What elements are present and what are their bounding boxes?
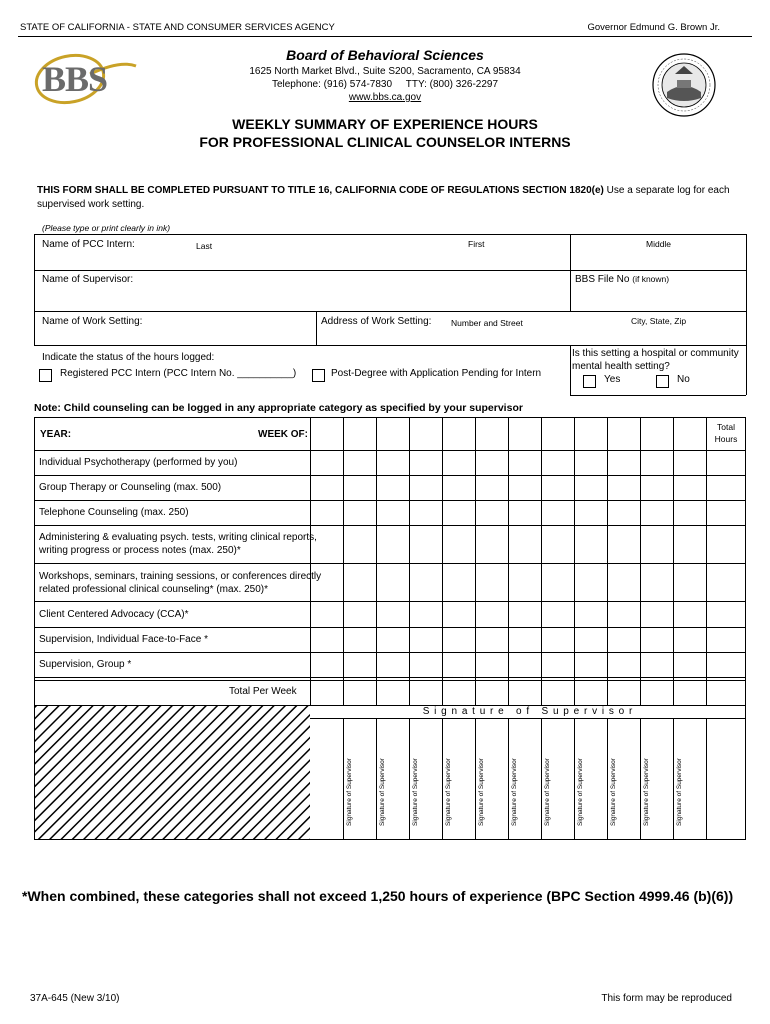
- registered-label: Registered PCC Intern (PCC Intern No. __________): [60, 368, 297, 379]
- post-degree-checkbox[interactable]: [312, 369, 325, 382]
- number-street-label: Number and Street: [451, 318, 523, 328]
- hatched-area: [35, 706, 310, 839]
- hours-limit-footnote: *When combined, these categories shall not exceed 1,250 hours of experience (BPC Section 4999.46 (b)(6)): [22, 888, 734, 904]
- city-state-zip-label: City, State, Zip: [631, 316, 687, 326]
- year-label: YEAR:: [40, 429, 72, 440]
- governor-name: Governor Edmund G. Brown Jr.: [587, 22, 720, 33]
- sig-col-1: Signature of Supervisor: [346, 758, 353, 826]
- board-phone: Telephone: (916) 574-7830 TTY: (800) 326-2297: [271, 79, 499, 90]
- board-website[interactable]: www.bbs.ca.gov: [348, 92, 422, 103]
- supervisor-name-label: Name of Supervisor:: [42, 274, 134, 285]
- bbs-logo: [30, 52, 140, 110]
- if-known-text: (if known): [632, 274, 670, 284]
- state-seal-icon: [651, 52, 717, 118]
- child-counseling-note: Note: Child counseling can be logged in any appropriate category as specified by your supervisor: [34, 402, 523, 414]
- hospital-yes-checkbox[interactable]: [583, 375, 596, 388]
- status-label: Indicate the status of the hours logged:: [42, 352, 215, 363]
- post-degree-label: Post-Degree with Application Pending for Intern: [331, 368, 542, 379]
- total-hours-header: [707, 421, 745, 445]
- intern-name-label: Name of PCC Intern:: [42, 239, 135, 250]
- row-cca: Client Centered Advocacy (CCA)*: [39, 609, 189, 620]
- row-supervision-group: Supervision, Group *: [39, 659, 132, 670]
- reproduce-note: This form may be reproduced: [601, 993, 732, 1004]
- middle-label: Middle: [646, 239, 672, 249]
- row-telephone-counseling: Telephone Counseling (max. 250): [39, 507, 189, 518]
- total-per-week-label: Total Per Week: [229, 686, 297, 697]
- bbs-file-input[interactable]: [580, 288, 740, 306]
- row-workshops-line1: Workshops, seminars, training sessions, or conferences directly: [39, 571, 322, 582]
- hospital-yes-label: Yes: [604, 374, 621, 385]
- hospital-question-line1: Is this setting a hospital or community: [572, 348, 739, 359]
- instructions-normal: Use a separate log for each: [606, 185, 730, 196]
- form-number: 37A-645 (New 3/10): [30, 993, 120, 1004]
- sig-col-6: Signature of Supervisor: [511, 758, 518, 826]
- bbs-file-text: BBS File No: [575, 274, 630, 285]
- row-psych-tests-line1: Administering & evaluating psych. tests, writing clinical reports,: [39, 532, 317, 543]
- hours-label: Hours: [714, 434, 738, 444]
- registered-checkbox[interactable]: [39, 369, 52, 382]
- sig-col-11: Signature of Supervisor: [676, 758, 683, 826]
- bbs-logo-text: BBS: [42, 59, 108, 99]
- header-rule: [18, 36, 752, 37]
- row-supervision-individual: Supervision, Individual Face-to-Face *: [39, 634, 208, 645]
- form-title-line2: FOR PROFESSIONAL CLINICAL COUNSELOR INTERNS: [199, 134, 571, 150]
- sig-col-7: Signature of Supervisor: [544, 758, 551, 826]
- supervisor-name-input[interactable]: [140, 286, 560, 306]
- sig-col-8: Signature of Supervisor: [577, 758, 584, 826]
- row-workshops-line2: related professional clinical counseling* (max. 250)*: [39, 584, 269, 595]
- sig-col-4: Signature of Supervisor: [445, 758, 452, 826]
- first-label: First: [468, 239, 485, 249]
- hospital-no-label: No: [677, 374, 690, 385]
- row-group-therapy: Group Therapy or Counseling (max. 500): [39, 482, 222, 493]
- last-label: Last: [196, 241, 213, 251]
- row-individual-psychotherapy: Individual Psychotherapy (performed by you): [39, 457, 238, 468]
- sig-col-10: Signature of Supervisor: [643, 758, 650, 826]
- board-name: Board of Behavioral Sciences: [286, 47, 484, 63]
- bbs-file-label: [575, 274, 669, 285]
- hospital-no-checkbox[interactable]: [656, 375, 669, 388]
- sig-col-5: Signature of Supervisor: [478, 758, 485, 826]
- work-setting-label: Name of Work Setting:: [42, 316, 143, 327]
- instructions-bold: THIS FORM SHALL BE COMPLETED PURSUANT TO TITLE 16, CALIFORNIA CODE OF REGULATIONS SECTION 1820(e): [37, 185, 604, 196]
- row-psych-tests-line2: writing progress or process notes (max. 250)*: [39, 545, 241, 556]
- agency-name: STATE OF CALIFORNIA - STATE AND CONSUMER SERVICES AGENCY: [20, 22, 335, 33]
- hospital-question-line2: mental health setting?: [572, 361, 670, 372]
- week-of-label: WEEK OF:: [258, 429, 308, 440]
- sig-col-9: Signature of Supervisor: [610, 758, 617, 826]
- board-address: 1625 North Market Blvd., Suite S200, Sacramento, CA 95834: [249, 66, 521, 77]
- sig-col-2: Signature of Supervisor: [379, 758, 386, 826]
- instructions: [37, 185, 737, 196]
- intern-name-input[interactable]: [200, 252, 565, 268]
- print-note: (Please type or print clearly in ink): [42, 223, 171, 233]
- form-title-line1: WEEKLY SUMMARY OF EXPERIENCE HOURS: [232, 116, 538, 132]
- signature-header: S i g n a t u r e o f S u p e r v i s o r: [422, 706, 634, 717]
- instructions-line2: supervised work setting.: [37, 199, 145, 210]
- address-work-label: Address of Work Setting:: [321, 316, 432, 327]
- total-label: Total: [717, 422, 735, 432]
- sig-col-3: Signature of Supervisor: [412, 758, 419, 826]
